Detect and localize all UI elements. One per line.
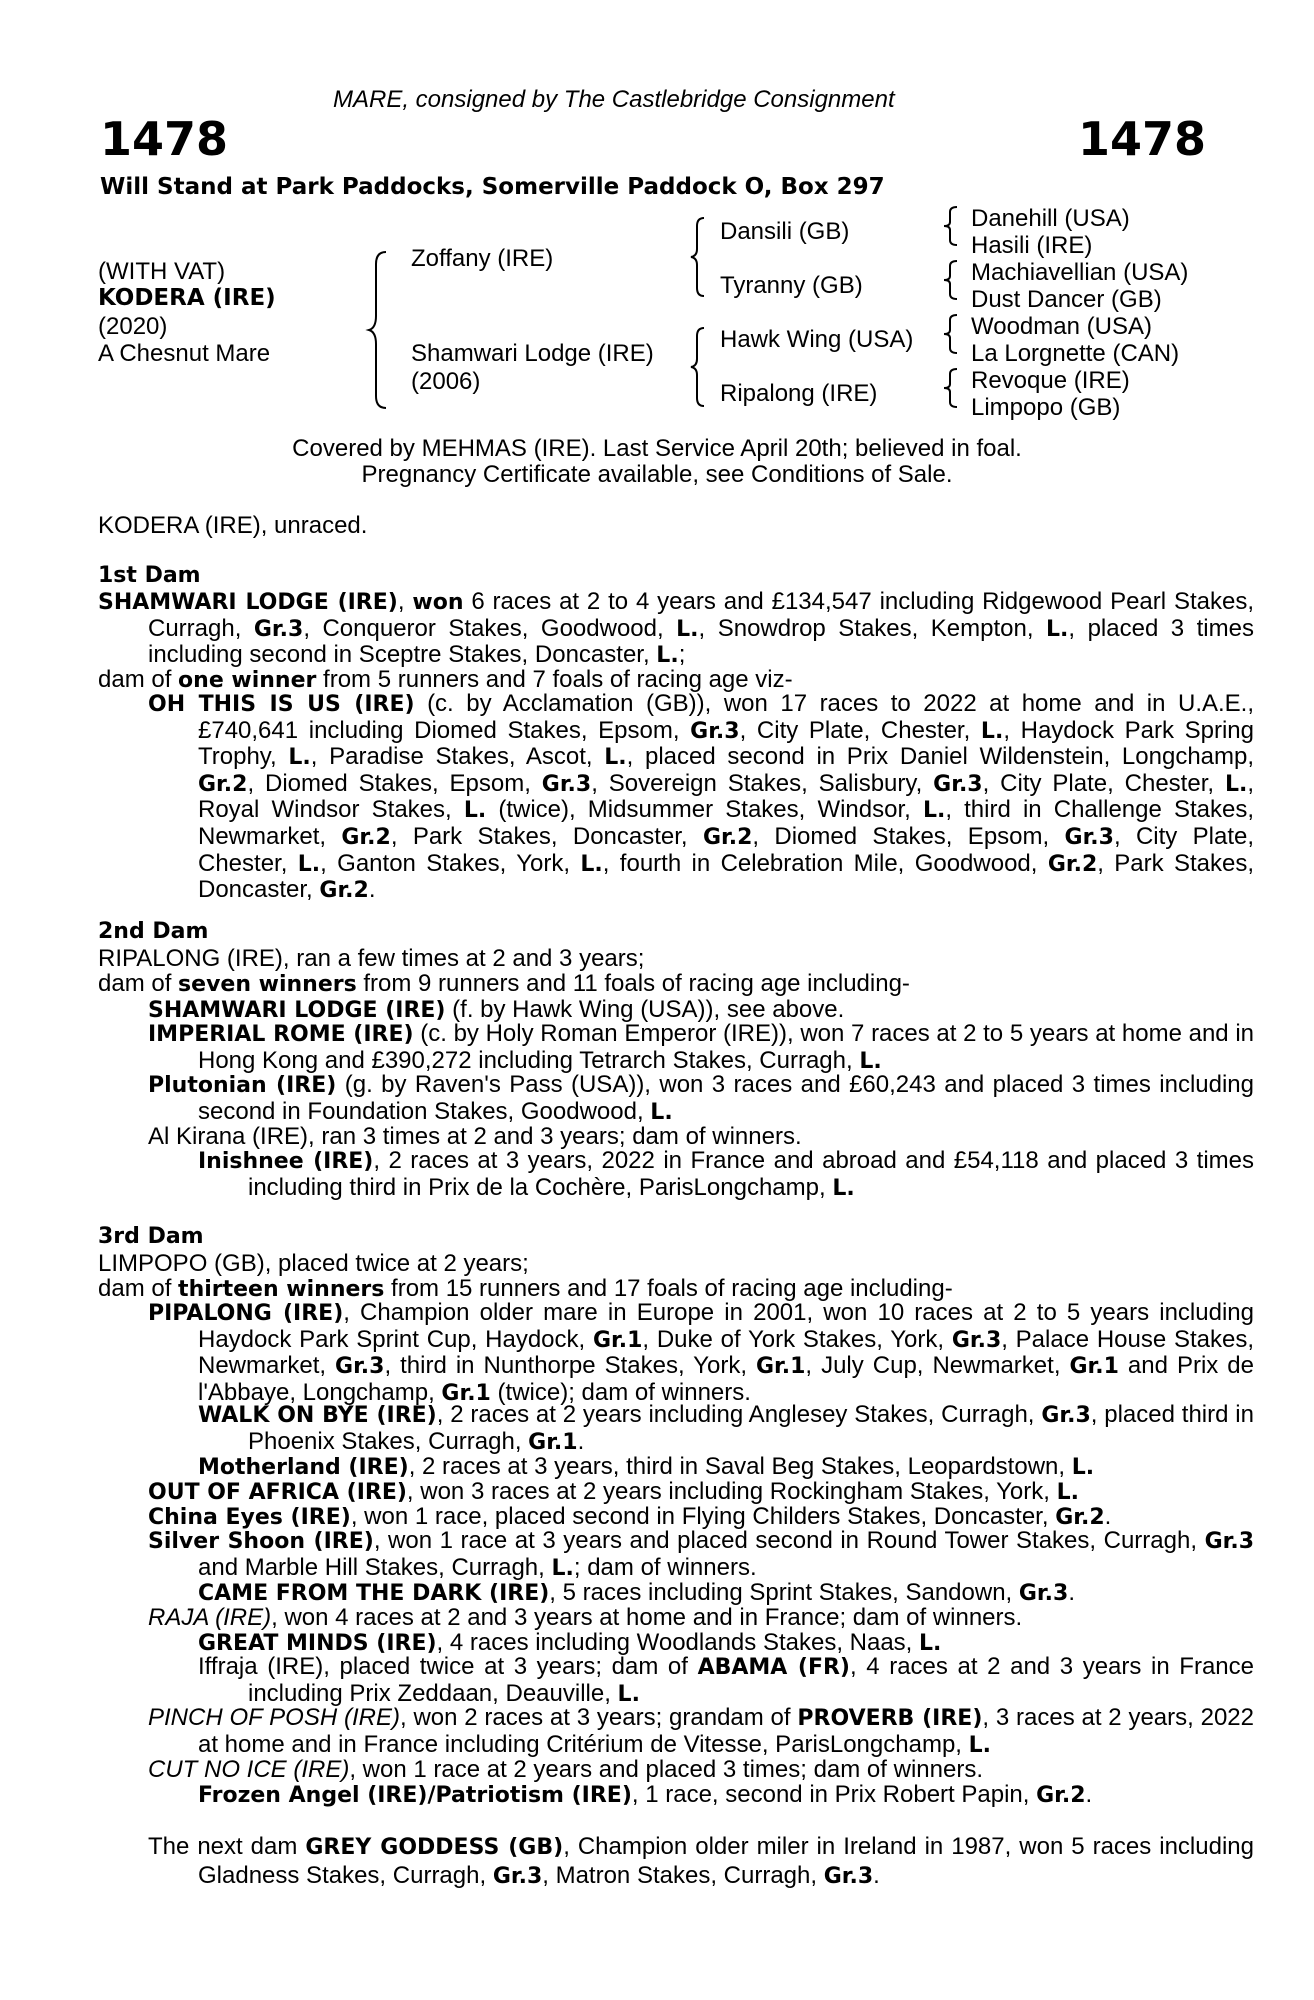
grade-label: Gr.3 (1204, 1529, 1254, 1554)
horse-name: KODERA (IRE) (98, 285, 276, 311)
dam-of-text: dam of (98, 970, 179, 997)
frozen-angel-text: , 1 race, second in Prix Robert Papin, (631, 1781, 1037, 1808)
imperial-rome-text: (c. by Holy Roman Emperor (IRE)), won 7 races at 2 to 5 years at home and in Hong Kong and £390,272 including Tetrarch Stakes, Curragh, (198, 1020, 1255, 1074)
listed-label: L. (968, 1732, 992, 1758)
listed-label: L. (1046, 616, 1069, 642)
pedigree-dam-sire: Hawk Wing (USA) (720, 326, 914, 353)
horse-description: A Chesnut Mare (98, 340, 271, 367)
imperial-rome-paragraph (148, 1021, 1254, 1074)
grade-label: Gr.2 (1047, 851, 1098, 877)
pedigree-g3: Machiavellian (USA) (971, 259, 1189, 286)
grade-label: Gr.1 (1069, 1354, 1119, 1380)
grade-label: Gr.2 (198, 771, 248, 797)
cut-no-ice-text: , won 1 race at 2 years and placed 3 times; dam of winners. (349, 1756, 983, 1783)
pedigree-g8: Limpopo (GB) (971, 394, 1121, 421)
silver-shoon-paragraph: Silver Shoon (IRE), won 1 race at 3 years and placed second in Round Tower Stakes, Curragh, Gr.3 and Marble Hill Stakes, Curragh, L.; dam of winners. (148, 1527, 1254, 1581)
pedigree-g7: Revoque (IRE) (971, 367, 1130, 394)
grade-label: Gr.3 (335, 1354, 385, 1380)
grade-label: Gr.1 (755, 1354, 806, 1380)
lot-number-left: 1478 (100, 112, 229, 166)
out-of-africa-name: OUT OF AFRICA (IRE) (148, 1480, 407, 1505)
grade-label: Gr.3 (823, 1864, 874, 1889)
first-dam-paragraph: SHAMWARI LODGE (IRE), won 6 races at 2 to 4 years and £134,547 including Ridgewood Pearl Stakes, Curragh, Gr.3, Conqueror Stakes, Goodwood, L., Snowdrop Stakes, Kempton, L., placed 3 times including second in Sceptre Stakes, Doncaster, L.; (98, 588, 1254, 669)
pedigree-sire: Zoffany (IRE) (411, 245, 554, 272)
raja-text: , won 4 races at 2 and 3 years at home and in France; dam of winners. (271, 1604, 1023, 1631)
came-from-the-dark-entry: CAME FROM THE DARK (IRE), 5 races including Sprint Stakes, Sandown, Gr.3. (198, 1579, 1075, 1606)
dam-of-text: dam of (98, 666, 179, 693)
grade-label: Gr.1 (592, 1327, 643, 1353)
cut-no-ice-entry (148, 1756, 983, 1784)
listed-label: L. (656, 643, 679, 669)
grade-label: Gr.3 (1064, 824, 1114, 850)
out-of-africa-entry (148, 1478, 1079, 1506)
pedigree-dam-dam: Ripalong (IRE) (720, 380, 878, 407)
china-eyes-entry: China Eyes (IRE), won 1 race, placed second in Flying Childers Stakes, Doncaster, Gr.2. (148, 1503, 1112, 1530)
inishnee-text: , 2 races at 3 years, 2022 in France and abroad and £54,118 and placed 3 times including third in Prix de la Cochère, ParisLongchamp, (248, 1147, 1254, 1201)
pinch-of-posh-paragraph (148, 1705, 1254, 1758)
iffraja-text: , 4 races at 2 and 3 years in France including Prix Zeddaan, Deauville, (248, 1653, 1254, 1707)
dam-of-text: from 9 runners and 11 foals of racing age including- (356, 970, 910, 997)
came-from-the-dark-text: , 5 races including Sprint Stakes, Sandown, (549, 1579, 1019, 1606)
grade-label: Gr.1 (441, 1380, 491, 1406)
pedigree-brace-g2 (943, 260, 959, 300)
motherland-text: , 2 races at 3 years, third in Saval Beg Stakes, Leopardstown, (408, 1453, 1072, 1480)
covered-line-2: Pregnancy Certificate available, see Conditions of Sale. (361, 461, 953, 488)
winners-count: seven winners (178, 972, 357, 997)
pedigree-dam-year: (2006) (411, 368, 481, 395)
grade-label: Gr.2 (702, 824, 753, 850)
abama-name: ABAMA (FR) (697, 1655, 850, 1680)
grade-label: Gr.3 (1041, 1403, 1091, 1428)
pedigree-brace-g4 (943, 368, 959, 408)
pedigree-brace-sire (690, 216, 706, 298)
raja-name: RAJA (IRE) (148, 1604, 272, 1631)
second-dam-produce-line (98, 970, 910, 998)
listed-label: L. (1224, 771, 1248, 797)
pinch-of-posh-name: PINCH OF POSH (IRE) (148, 1704, 400, 1731)
raja-entry (148, 1604, 1022, 1632)
first-dam-heading: 1st Dam (98, 563, 201, 588)
listed-label: L. (288, 745, 311, 771)
winners-count: thirteen winners (178, 1277, 385, 1302)
dam-of-text: from 15 runners and 17 foals of racing age including- (384, 1275, 953, 1302)
listed-label: L. (617, 1681, 640, 1707)
shamwari-lodge-text: (f. by Hawk Wing (USA)), see above. (445, 996, 845, 1023)
oh-this-is-us-paragraph: OH THIS IS US (IRE) (c. by Acclamation (GB)), won 17 races to 2022 at home and in U.A.E., £740,641 including Diomed Stakes, Epsom, Gr.3, City Plate, Chester, L., Haydock Park Spring Trophy, L., Paradise Stakes, Ascot, L., placed second in Prix Daniel Wildenstein, Longchamp, Gr.2, Diomed Stakes, Epsom, Gr.3, Sovereign Stakes, Salisbury, Gr.3, City Plate, Chester, L., Royal Windsor Stakes, L. (twice), Midsummer Stakes, Windsor, L., third in Challenge Stakes, Newmarket, Gr.2, Park Stakes, Doncaster, Gr.2, Diomed Stakes, Epsom, Gr.3, City Plate, Chester, L., Ganton Stakes, York, L., fourth in Celebration Mile, Goodwood, Gr.2, Park Stakes, Doncaster, Gr.2. (148, 690, 1255, 904)
pedigree-brace-g1 (943, 206, 959, 246)
pedigree-g5: Woodman (USA) (971, 313, 1152, 340)
pinch-of-posh-text: , 3 races at 2 years, 2022 at home and in France including Critérium de Vitesse, ParisLongchamp, (198, 1704, 1255, 1758)
first-dam-won: won (412, 590, 464, 615)
listed-label: L. (980, 718, 1004, 744)
oh-this-is-us-name: OH THIS IS US (IRE) (148, 692, 415, 717)
grade-label: Gr.3 (1018, 1581, 1069, 1606)
next-dam-text: The next dam (148, 1833, 306, 1860)
plutonian-paragraph (148, 1072, 1254, 1125)
listed-label: L. (832, 1175, 855, 1201)
next-dam-text: , Matron Stakes, Curragh, (542, 1862, 824, 1889)
unraced-note: KODERA (IRE), unraced. (98, 512, 368, 539)
listed-label: L. (463, 798, 487, 824)
inishnee-paragraph (198, 1148, 1254, 1201)
second-dam-line: RIPALONG (IRE), ran a few times at 2 and 3 years; (98, 945, 645, 972)
iffraja-text: Iffraja (IRE), placed twice at 3 years; dam of (198, 1653, 698, 1680)
grade-label: Gr.2 (319, 878, 369, 904)
first-dam-text: 6 races at 2 to 4 years and £134,547 including Ridgewood Pearl Stakes, Curragh, (148, 588, 1254, 642)
grade-label: Gr.3 (492, 1864, 543, 1889)
pedigree-sire-sire: Dansili (GB) (720, 218, 850, 245)
grade-label: Gr.3 (690, 718, 740, 744)
out-of-africa-text: , won 3 races at 2 years including Rockingham Stakes, York, (406, 1478, 1057, 1505)
pedigree-g2: Hasili (IRE) (971, 232, 1093, 259)
first-dam-text: ; (678, 641, 686, 669)
pedigree-brace-g3 (943, 314, 959, 354)
first-dam-name: SHAMWARI LODGE (IRE) (98, 590, 398, 615)
al-kirana-entry: Al Kirana (IRE), ran 3 times at 2 and 3 years; dam of winners. (148, 1123, 802, 1150)
listed-label: L. (297, 851, 321, 877)
listed-label: L. (919, 1631, 942, 1656)
pinch-of-posh-text: , won 2 races at 3 years; grandam of (399, 1704, 798, 1731)
listed-label: L. (650, 1099, 673, 1125)
first-dam-text: , Conqueror Stakes, Goodwood, (303, 614, 677, 642)
motherland-name: Motherland (IRE) (198, 1455, 409, 1480)
china-eyes-name: China Eyes (IRE) (148, 1505, 351, 1530)
first-dam-text: , Snowdrop Stakes, Kempton, (698, 614, 1047, 642)
pipalong-name: PIPALONG (IRE) (148, 1301, 344, 1326)
grade-label: Gr.3 (541, 771, 592, 797)
pedigree-dam: Shamwari Lodge (IRE) (411, 340, 654, 367)
grade-label: Gr.1 (528, 1429, 578, 1455)
walk-on-bye-paragraph: WALK ON BYE (IRE), 2 races at 2 years including Anglesey Stakes, Curragh, Gr.3, placed third in Phoenix Stakes, Curragh, Gr.1. (198, 1401, 1254, 1455)
grade-label: Gr.2 (1036, 1783, 1086, 1808)
third-dam-heading: 3rd Dam (98, 1224, 204, 1249)
listed-label: L. (604, 745, 627, 771)
next-dam-text: . (873, 1862, 880, 1889)
grade-label: Gr.2 (1055, 1505, 1105, 1530)
first-dam-text: , placed 3 times including second in Sceptre Stakes, Doncaster, (148, 614, 1254, 669)
shamwari-lodge-name: SHAMWARI LODGE (IRE) (148, 998, 446, 1023)
imperial-rome-name: IMPERIAL ROME (IRE) (148, 1022, 414, 1047)
proverb-name: PROVERB (IRE) (797, 1706, 983, 1731)
grey-goddess-name: GREY GODDESS (GB) (305, 1835, 564, 1860)
grade-label: Gr.3 (951, 1327, 1002, 1353)
dam-of-text: from 5 runners and 7 foals of racing age viz- (316, 666, 793, 693)
third-dam-line: LIMPOPO (GB), placed twice at 2 years; (98, 1250, 529, 1277)
listed-label: L. (580, 851, 603, 877)
plutonian-text: (g. by Raven's Pass (USA)), won 3 races and £60,243 and placed 3 times including second in Foundation Stakes, Goodwood, (198, 1071, 1254, 1125)
stand-location: Will Stand at Park Paddocks, Somerville Paddock O, Box 297 (100, 174, 885, 200)
pedigree-sire-dam: Tyranny (GB) (720, 272, 863, 299)
second-dam-heading: 2nd Dam (98, 919, 209, 944)
walk-on-bye-name: WALK ON BYE (IRE) (198, 1403, 437, 1428)
covered-line-1: Covered by MEHMAS (IRE). Last Service April 20th; believed in foal. (292, 435, 1022, 462)
plutonian-name: Plutonian (IRE) (148, 1073, 337, 1098)
dam-of-text: dam of (98, 1275, 179, 1302)
listed-label: L. (551, 1555, 574, 1581)
next-dam-paragraph (148, 1833, 1254, 1891)
pedigree-g1: Danehill (USA) (971, 205, 1130, 232)
grade-label: Gr.3 (933, 771, 983, 797)
pedigree-g4: Dust Dancer (GB) (971, 286, 1162, 313)
listed-label: L. (1056, 1480, 1079, 1505)
great-minds-name: GREAT MINDS (IRE) (198, 1631, 437, 1656)
pedigree-brace-dam (690, 326, 706, 408)
listed-label: L. (1071, 1455, 1095, 1480)
inishnee-name: Inishnee (IRE) (198, 1149, 374, 1174)
grade-label: Gr.3 (253, 616, 304, 642)
frozen-angel-entry: Frozen Angel (IRE)/Patriotism (IRE), 1 race, second in Prix Robert Papin, Gr.2. (198, 1781, 1093, 1808)
listed-label: L. (676, 616, 699, 642)
oh-this-is-us-text: (c. by Acclamation (GB)), won 17 races to 2022 at home and in U.A.E., £740,641 including Diomed Stakes, Epsom, (198, 690, 1255, 744)
china-eyes-text: , won 1 race, placed second in Flying Childers Stakes, Doncaster, (350, 1503, 1056, 1530)
pedigree-brace-main (368, 250, 388, 410)
next-dam-text: , Champion older miler in Ireland in 1987, won 5 races including Gladness Stakes, Curragh, (198, 1833, 1254, 1889)
pipalong-paragraph: PIPALONG (IRE), Champion older mare in Europe in 2001, won 10 races at 2 to 5 years including Haydock Park Sprint Cup, Haydock, Gr.1, Duke of York Stakes, York, Gr.3, Palace House Stakes, Newmarket, Gr.3, third in Nunthorpe Stakes, York, Gr.1, July Cup, Newmarket, Gr.1 and Prix de l'Abbaye, Longchamp, Gr.1 (twice); dam of winners. (148, 1299, 1254, 1406)
vat-note: (WITH VAT) (98, 258, 226, 285)
horse-year: (2020) (98, 313, 168, 340)
cut-no-ice-name: CUT NO ICE (IRE) (148, 1756, 350, 1783)
came-from-the-dark-name: CAME FROM THE DARK (IRE) (198, 1581, 550, 1606)
motherland-entry (198, 1453, 1094, 1481)
listed-label: L. (859, 1048, 882, 1074)
winners-count: one winner (178, 668, 317, 693)
silver-shoon-name: Silver Shoon (IRE) (148, 1529, 374, 1554)
pedigree-g6: La Lorgnette (CAN) (971, 340, 1180, 367)
lot-number-right: 1478 (1077, 112, 1206, 166)
frozen-angel-name: Frozen Angel (IRE)/Patriotism (IRE) (198, 1783, 632, 1808)
iffraja-paragraph (198, 1654, 1254, 1707)
listed-label: L. (922, 798, 946, 824)
great-minds-text: , 4 races including Woodlands Stakes, Naas, (436, 1629, 920, 1656)
walk-on-bye-text: , 2 races at 2 years including Anglesey Stakes, Curragh, (436, 1401, 1042, 1428)
consignment-line: MARE, consigned by The Castlebridge Consignment (333, 86, 895, 113)
grade-label: Gr.2 (341, 824, 391, 850)
